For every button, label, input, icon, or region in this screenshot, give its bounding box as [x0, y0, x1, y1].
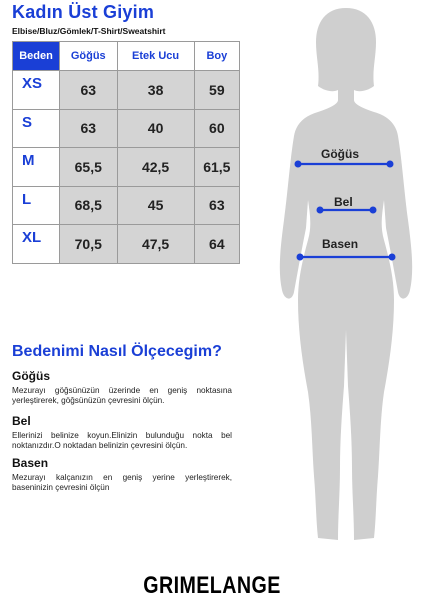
body-silhouette [268, 0, 424, 560]
size-table [12, 41, 240, 264]
size-label: S [13, 109, 60, 148]
basen-figure-label: Basen [322, 237, 359, 251]
guide-heading-bel: Bel [12, 414, 31, 428]
column-header-beden: Beden [13, 42, 60, 71]
bel-left-dot [317, 207, 324, 214]
column-header-gogus: Göğüs [60, 42, 118, 71]
gogus-cell: 63 [60, 71, 118, 110]
guide-text-gogus: Mezurayı göğsünüzün üzerinde en geniş noktasına yerleştirerek, göğsünüzün çevresini ölçün. [12, 386, 232, 405]
guide-heading-gogus: Göğüs [12, 369, 50, 383]
page-title: Kadın Üst Giyim [12, 2, 155, 22]
basen-right-dot [389, 254, 396, 261]
boy-cell: 63 [194, 186, 239, 225]
column-header-boy: Boy [194, 42, 239, 71]
page-subtitle: Elbise/Bluz/Gömlek/T-Shirt/Sweatshirt [12, 26, 166, 36]
boy-cell: 61,5 [194, 148, 239, 187]
etek-ucu-cell: 40 [117, 109, 194, 148]
gogus-right-dot [387, 161, 394, 168]
guide-title: Bedenimi Nasıl Ölçecegim? [12, 343, 222, 360]
etek-ucu-cell: 45 [117, 186, 194, 225]
size-label: XL [13, 225, 60, 264]
silhouette-shape [280, 8, 412, 540]
gogus-cell: 68,5 [60, 186, 118, 225]
size-label: XS [13, 71, 60, 110]
gogus-cell: 63 [60, 109, 118, 148]
etek-ucu-cell: 47,5 [117, 225, 194, 264]
etek-ucu-cell: 38 [117, 71, 194, 110]
column-header-etek-ucu: Etek Ucu [117, 42, 194, 71]
bel-right-dot [370, 207, 377, 214]
boy-cell: 60 [194, 109, 239, 148]
gogus-figure-label: Göğüs [321, 147, 359, 161]
bel-figure-label: Bel [334, 195, 353, 209]
boy-cell: 59 [194, 71, 239, 110]
guide-text-bel: Ellerinizi belinize koyun.Elinizin bulunduğu nokta bel noktanızdır.O noktadan belinizin çevresini ölçün. [12, 431, 232, 450]
boy-cell: 64 [194, 225, 239, 264]
table-row [13, 225, 240, 264]
table-row [13, 71, 240, 110]
size-table-header [13, 42, 240, 71]
size-label: M [13, 148, 60, 187]
gogus-cell: 65,5 [60, 148, 118, 187]
gogus-left-dot [295, 161, 302, 168]
basen-left-dot [297, 254, 304, 261]
guide-heading-basen: Basen [12, 456, 49, 470]
etek-ucu-cell: 42,5 [117, 148, 194, 187]
table-row [13, 109, 240, 148]
size-label: L [13, 186, 60, 225]
brand-logo: GRIMELANGE [143, 572, 281, 599]
table-row [13, 186, 240, 225]
gogus-cell: 70,5 [60, 225, 118, 264]
table-row [13, 148, 240, 187]
guide-text-basen: Mezurayı kalçanızın en geniş yerine yerleştirerek, baseninizin çevresini ölçün [12, 473, 232, 492]
